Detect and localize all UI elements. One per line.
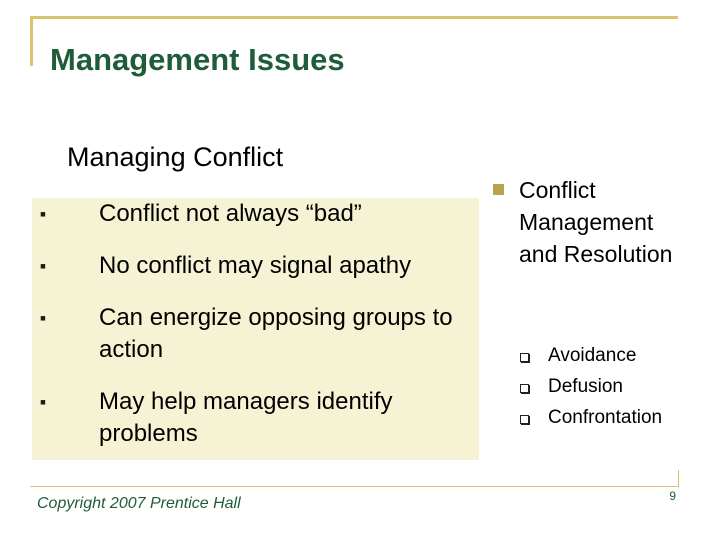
sublist-item (518, 371, 688, 402)
filled-square-bullet-icon (493, 184, 504, 195)
left-list-item (34, 198, 474, 230)
square-bullet-icon: ▪ (39, 308, 47, 328)
sublist-item-text: Avoidance (548, 345, 637, 366)
right-column-heading: Conflict Management and Resolution (519, 177, 673, 267)
left-list-item-text: Can energize opposing groups to action (99, 304, 453, 363)
slide-title: Management Issues (50, 42, 345, 77)
hollow-square-bullet-icon (520, 353, 529, 362)
left-list-item-text: May help managers identify problems (99, 388, 393, 447)
square-bullet-icon: ▪ (39, 256, 47, 276)
left-list-item (34, 250, 474, 282)
left-list-item-text: No conflict may signal apathy (99, 252, 412, 279)
frame-right-line (678, 470, 679, 487)
square-bullet-icon: ▪ (39, 204, 47, 224)
sublist-item-text: Defusion (548, 376, 623, 397)
frame-top-line (30, 16, 678, 19)
left-list-item (34, 302, 474, 366)
resolution-sublist (518, 340, 688, 433)
left-list-item-text: Conflict not always “bad” (99, 200, 362, 227)
sublist-item-text: Confrontation (548, 407, 663, 428)
sublist-item (518, 402, 688, 433)
copyright-footer: Copyright 2007 Prentice Hall (37, 495, 241, 512)
left-bullet-list (34, 198, 474, 450)
section-subheading: Managing Conflict (67, 142, 284, 172)
frame-left-line (30, 16, 33, 66)
left-list-item (34, 386, 474, 450)
sublist-item (518, 340, 688, 371)
frame-bottom-line (30, 486, 678, 487)
hollow-square-bullet-icon (520, 384, 529, 393)
hollow-square-bullet-icon (520, 415, 529, 424)
square-bullet-icon: ▪ (39, 392, 47, 412)
page-number: 9 (669, 489, 676, 503)
